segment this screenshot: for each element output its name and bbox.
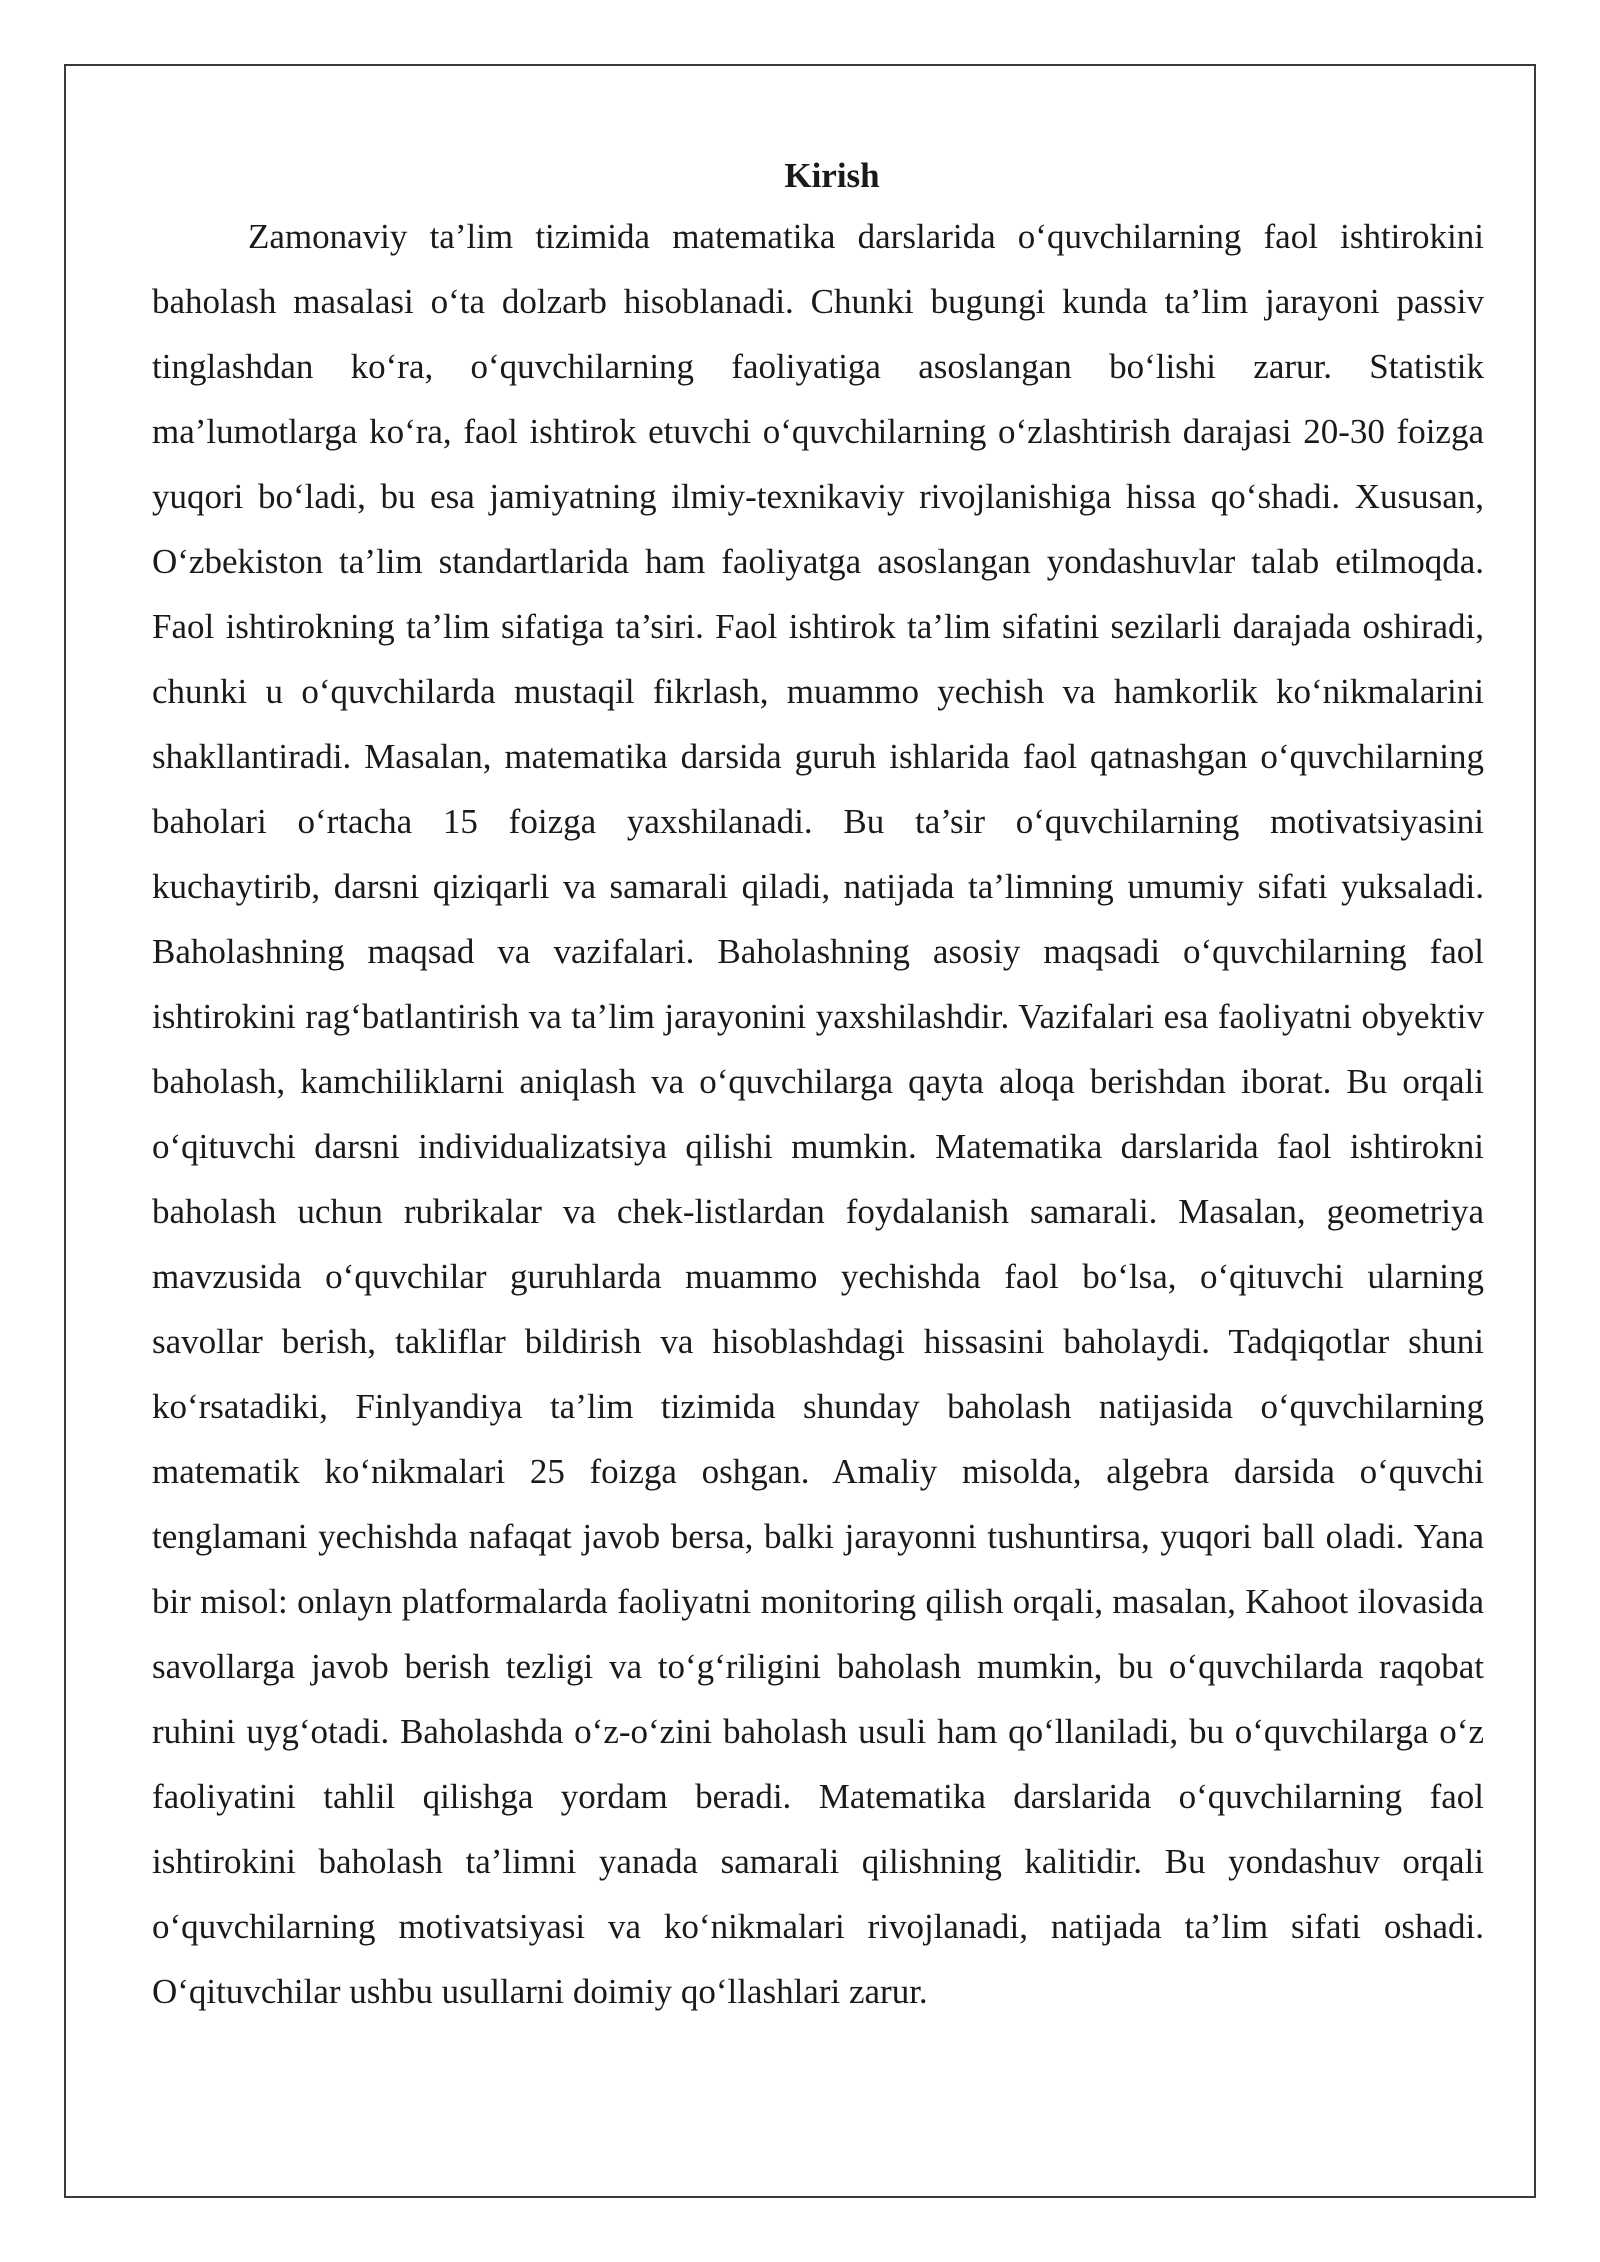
section-title: Kirish xyxy=(784,156,880,195)
document-content xyxy=(152,148,1484,2024)
body-paragraph: Zamonaviy ta’lim tizimida matematika darslarida o‘quvchilarning faol ishtirokini baholash masalasi o‘ta dolzarb hisoblanadi. Chunki bugungi kunda ta’lim jarayoni passiv tinglashdan ko‘ra, o‘quvchilarning faoliyatiga asoslangan bo‘lishi zarur. Statistik ma’lumotlarga ko‘ra, faol ishtirok etuvchi o‘quvchilarning o‘zlashtirish darajasi 20-30 foizga yuqori bo‘ladi, bu esa jamiyatning ilmiy-texnikaviy rivojlanishiga hissa qo‘shadi. Xususan, O‘zbekiston ta’lim standartlarida ham faoliyatga asoslangan yondashuvlar talab etilmoqda. Faol ishtirokning ta’lim sifatiga ta’siri. Faol ishtirok ta’lim sifatini sezilarli darajada oshiradi, chunki u o‘quvchilarda mustaqil fikrlash, muammo yechish va hamkorlik ko‘nikmalarini shakllantiradi. Masalan, matematika darsida guruh ishlarida faol qatnashgan o‘quvchilarning baholari o‘rtacha 15 foizga yaxshilanadi. Bu ta’sir o‘quvchilarning motivatsiyasini kuchaytirib, darsni qiziqarli va samarali qiladi, natijada ta’limning umumiy sifati yuksaladi. Baholashning maqsad va vazifalari. Baholashning asosiy maqsadi o‘quvchilarning faol ishtirokini rag‘batlantirish va ta’lim jarayonini yaxshilashdir. Vazifalari esa faoliyatni obyektiv baholash, kamchiliklarni aniqlash va o‘quvchilarga qayta aloqa berishdan iborat. Bu orqali o‘qituvchi darsni individualizatsiya qilishi mumkin. Matematika darslarida faol ishtirokni baholash uchun rubrikalar va chek-listlardan foydalanish samarali. Masalan, geometriya mavzusida o‘quvchilar guruhlarda muammo yechishda faol bo‘lsa, o‘qituvchi ularning savollar berish, takliflar bildirish va hisoblashdagi hissasini baholaydi. Tadqiqotlar shuni ko‘rsatadiki, Finlyandiya ta’lim tizimida shunday baholash natijasida o‘quvchilarning matematik ko‘nikmalari 25 foizga oshgan. Amaliy misolda, algebra darsida o‘quvchi tenglamani yechishda nafaqat javob bersa, balki jarayonni tushuntirsa, yuqori ball oladi. Yana bir misol: onlayn platformalarda faoliyatni monitoring qilish orqali, masalan, Kahoot ilovasida savollarga javob berish tezligi va to‘g‘riligini baholash mumkin, bu o‘quvchilarda raqobat ruhini uyg‘otadi. Baholashda o‘z-o‘zini baholash usuli ham qo‘llaniladi, bu o‘quvchilarga o‘z faoliyatini tahlil qilishga yordam beradi. Matematika darslarida o‘quvchilarning faol ishtirokini baholash ta’limni yanada samarali qilishning kalitidir. Bu yondashuv orqali o‘quvchilarning motivatsiyasi va ko‘nikmalari rivojlanadi, natijada ta’lim sifati oshadi. O‘qituvchilar ushbu usullarni doimiy qo‘llashlari zarur. xyxy=(152,217,1484,2011)
